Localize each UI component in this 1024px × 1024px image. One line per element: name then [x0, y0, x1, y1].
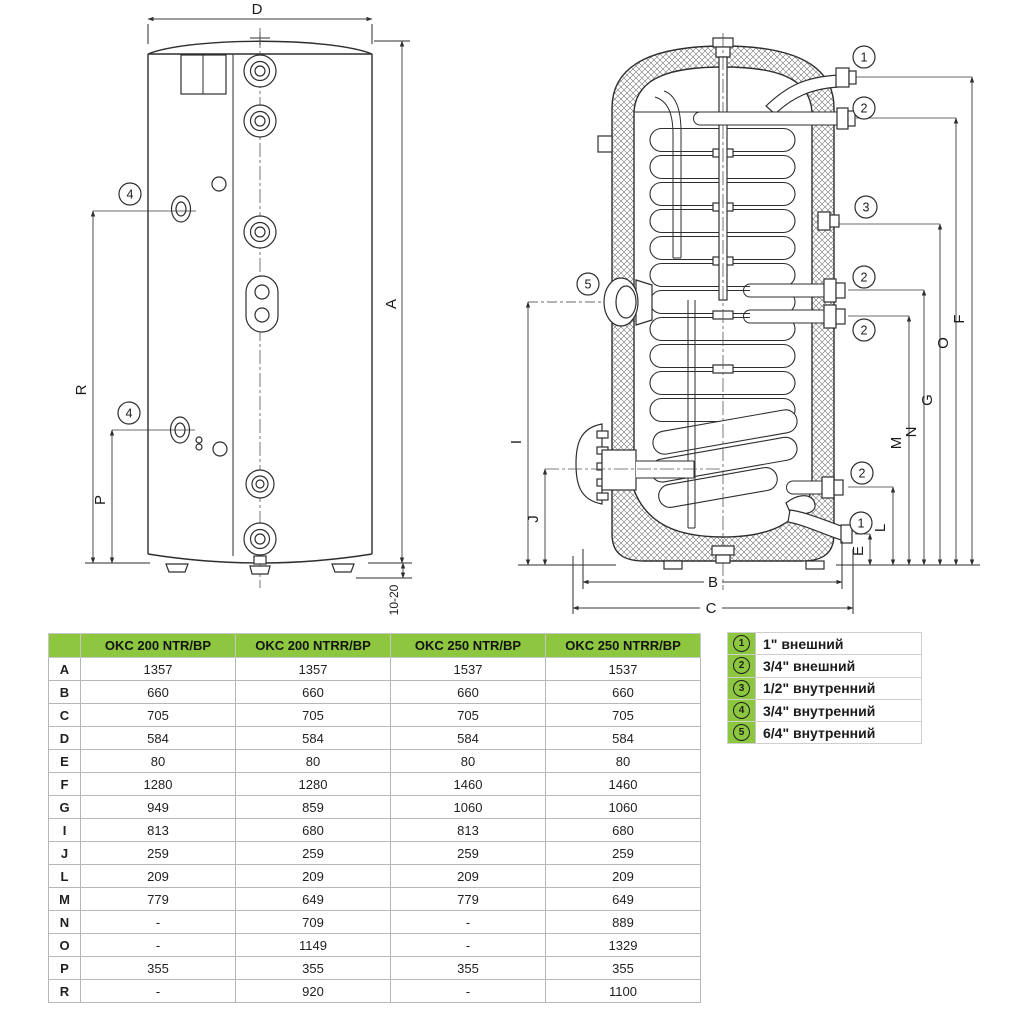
- dimension-value-cell: 1149: [236, 934, 391, 957]
- legend-item: [728, 655, 921, 677]
- dim-label-n: N: [903, 426, 920, 438]
- dimension-value-cell: 1357: [81, 658, 236, 681]
- dimension-value-cell: 355: [236, 957, 391, 980]
- dimension-value-cell: 705: [81, 704, 236, 727]
- dimension-value-cell: 660: [236, 681, 391, 704]
- dimension-value-cell: 813: [391, 819, 546, 842]
- table-row: [49, 773, 701, 796]
- dimension-value-cell: 680: [236, 819, 391, 842]
- dimension-value-cell: 649: [546, 888, 701, 911]
- dimension-value-cell: 80: [391, 750, 546, 773]
- row-label: I: [49, 819, 81, 842]
- legend-number-cell: [728, 722, 756, 743]
- table-row: [49, 911, 701, 934]
- row-label: F: [49, 773, 81, 796]
- dimension-value-cell: 80: [236, 750, 391, 773]
- dimension-value-cell: 1100: [546, 980, 701, 1003]
- dim-label-l: L: [872, 523, 889, 533]
- column-header: OKC 250 NTRR/BP: [546, 634, 701, 658]
- table-row: [49, 750, 701, 773]
- dimension-value-cell: 660: [391, 681, 546, 704]
- dim-label-b: B: [707, 574, 719, 591]
- svg-text:1: 1: [860, 50, 868, 65]
- row-label: D: [49, 727, 81, 750]
- row-label: E: [49, 750, 81, 773]
- dimension-value-cell: 584: [236, 727, 391, 750]
- dim-label-a: A: [383, 298, 400, 310]
- dimension-value-cell: 209: [391, 865, 546, 888]
- circled-number-icon: 4: [733, 702, 750, 719]
- dimension-value-cell: -: [391, 911, 546, 934]
- dim-label-m: M: [888, 436, 905, 450]
- rating-label-box: [181, 55, 226, 94]
- table-row: [49, 681, 701, 704]
- dimension-value-cell: 859: [236, 796, 391, 819]
- dimension-value-cell: 259: [236, 842, 391, 865]
- circled-number-icon: 3: [733, 680, 750, 697]
- dimension-value-cell: 920: [236, 980, 391, 1003]
- dimension-value-cell: 209: [236, 865, 391, 888]
- dimension-value-cell: 779: [81, 888, 236, 911]
- svg-text:2: 2: [860, 101, 868, 116]
- callout-3: [855, 196, 877, 218]
- dim-label-p: P: [92, 494, 109, 506]
- column-header: OKC 200 NTR/BP: [81, 634, 236, 658]
- dim-label-f: F: [951, 314, 968, 324]
- dimension-value-cell: 705: [236, 704, 391, 727]
- row-label: J: [49, 842, 81, 865]
- dimension-value-cell: 1460: [391, 773, 546, 796]
- front-view-drawing: [73, 1, 412, 615]
- table-row: [49, 865, 701, 888]
- dim-label-g: G: [919, 394, 936, 406]
- row-label: N: [49, 911, 81, 934]
- dim-label-r: R: [73, 384, 90, 396]
- dimension-value-cell: 705: [546, 704, 701, 727]
- dim-label-c: C: [705, 600, 717, 617]
- table-row: [49, 819, 701, 842]
- dimension-value-cell: 1537: [391, 658, 546, 681]
- dimension-value-cell: 1060: [546, 796, 701, 819]
- table-row: [49, 658, 701, 681]
- callout-4-upper: [119, 183, 141, 205]
- table-row: [49, 934, 701, 957]
- callout-4-lower: [118, 402, 140, 424]
- legend-number-cell: [728, 700, 756, 721]
- dimension-value-cell: 949: [81, 796, 236, 819]
- svg-text:5: 5: [584, 277, 592, 292]
- callout-2-bottom: [851, 462, 873, 484]
- dimension-value-cell: 1460: [546, 773, 701, 796]
- row-label: R: [49, 980, 81, 1003]
- dimension-value-cell: 709: [236, 911, 391, 934]
- row-label: O: [49, 934, 81, 957]
- dimension-value-cell: 660: [81, 681, 236, 704]
- circled-number-icon: 1: [733, 635, 750, 652]
- table-row: [49, 727, 701, 750]
- dimension-value-cell: 705: [391, 704, 546, 727]
- table-row: [49, 888, 701, 911]
- callout-1-top: [853, 46, 875, 68]
- column-header: OKC 250 NTR/BP: [391, 634, 546, 658]
- svg-text:2: 2: [860, 270, 868, 285]
- legend-item: [728, 700, 921, 722]
- svg-text:2: 2: [858, 466, 866, 481]
- dimension-value-cell: 1280: [81, 773, 236, 796]
- dim-label-feet: 10-20: [387, 584, 401, 616]
- dimension-value-cell: 355: [546, 957, 701, 980]
- circled-number-icon: 5: [733, 724, 750, 741]
- legend-item-label: 3/4" внутренний: [756, 700, 921, 721]
- row-label: G: [49, 796, 81, 819]
- dimension-value-cell: 660: [546, 681, 701, 704]
- table-row: [49, 796, 701, 819]
- dimension-value-cell: 1537: [546, 658, 701, 681]
- dimension-value-cell: 680: [546, 819, 701, 842]
- dimension-value-cell: 355: [81, 957, 236, 980]
- row-label: P: [49, 957, 81, 980]
- svg-text:4: 4: [126, 187, 134, 202]
- dimension-value-cell: 1329: [546, 934, 701, 957]
- legend-number-cell: [728, 633, 756, 654]
- dim-label-o: O: [935, 337, 952, 349]
- dim-label-d: D: [251, 1, 263, 18]
- legend-item-label: 1" внешний: [756, 633, 921, 654]
- callout-5: [577, 273, 599, 295]
- callout-2-mid-upper: [853, 266, 875, 288]
- spec-table: [48, 633, 701, 1003]
- dimension-value-cell: 209: [81, 865, 236, 888]
- dimension-value-cell: -: [81, 980, 236, 1003]
- dimension-value-cell: 649: [236, 888, 391, 911]
- callout-1-bottom: [850, 512, 872, 534]
- dimension-value-cell: 889: [546, 911, 701, 934]
- row-label: L: [49, 865, 81, 888]
- dimension-value-cell: 259: [391, 842, 546, 865]
- svg-text:4: 4: [125, 406, 133, 421]
- legend-item: [728, 678, 921, 700]
- dimension-value-cell: -: [81, 934, 236, 957]
- table-row: [49, 842, 701, 865]
- column-header: OKC 200 NTRR/BP: [236, 634, 391, 658]
- callout-2-mid-lower: [853, 319, 875, 341]
- dimension-value-cell: 209: [546, 865, 701, 888]
- dimension-value-cell: 584: [81, 727, 236, 750]
- circled-number-icon: 2: [733, 657, 750, 674]
- dim-label-j: J: [525, 515, 542, 523]
- dimension-value-cell: 1060: [391, 796, 546, 819]
- dimension-value-cell: 355: [391, 957, 546, 980]
- callout-2-top: [853, 97, 875, 119]
- legend-item: [728, 722, 921, 743]
- table-row: [49, 980, 701, 1003]
- dim-label-i: I: [508, 439, 525, 445]
- dimension-value-cell: 259: [81, 842, 236, 865]
- legend-number-cell: [728, 678, 756, 699]
- dimension-value-cell: 779: [391, 888, 546, 911]
- front-fittings: [171, 55, 279, 555]
- cross-section-drawing: [508, 33, 980, 617]
- spec-table-header-row: [49, 634, 701, 658]
- table-row: [49, 957, 701, 980]
- dimension-value-cell: 584: [546, 727, 701, 750]
- dimension-value-cell: -: [391, 934, 546, 957]
- dimension-value-cell: -: [391, 980, 546, 1003]
- spec-table-body: [49, 658, 701, 1003]
- svg-text:3: 3: [862, 200, 870, 215]
- row-label: B: [49, 681, 81, 704]
- dim-label-e: E: [850, 545, 867, 557]
- table-row: [49, 704, 701, 727]
- dimension-value-cell: 1357: [236, 658, 391, 681]
- legend-item-label: 1/2" внутренний: [756, 678, 921, 699]
- row-label: C: [49, 704, 81, 727]
- svg-text:1: 1: [857, 516, 865, 531]
- sensor-pocket-tab: [598, 136, 612, 152]
- svg-text:2: 2: [860, 323, 868, 338]
- corner-cell: [49, 634, 81, 658]
- legend-item: [728, 633, 921, 655]
- row-label: M: [49, 888, 81, 911]
- dimension-value-cell: 80: [546, 750, 701, 773]
- dimension-value-cell: 259: [546, 842, 701, 865]
- legend-number-cell: [728, 655, 756, 676]
- row-label: A: [49, 658, 81, 681]
- legend-item-label: 3/4" внешний: [756, 655, 921, 676]
- dimension-value-cell: 1280: [236, 773, 391, 796]
- dimension-value-cell: 813: [81, 819, 236, 842]
- connection-legend: [727, 632, 922, 744]
- dimension-value-cell: -: [81, 911, 236, 934]
- dimension-value-cell: 584: [391, 727, 546, 750]
- dimension-value-cell: 80: [81, 750, 236, 773]
- legend-item-label: 6/4" внутренний: [756, 722, 921, 743]
